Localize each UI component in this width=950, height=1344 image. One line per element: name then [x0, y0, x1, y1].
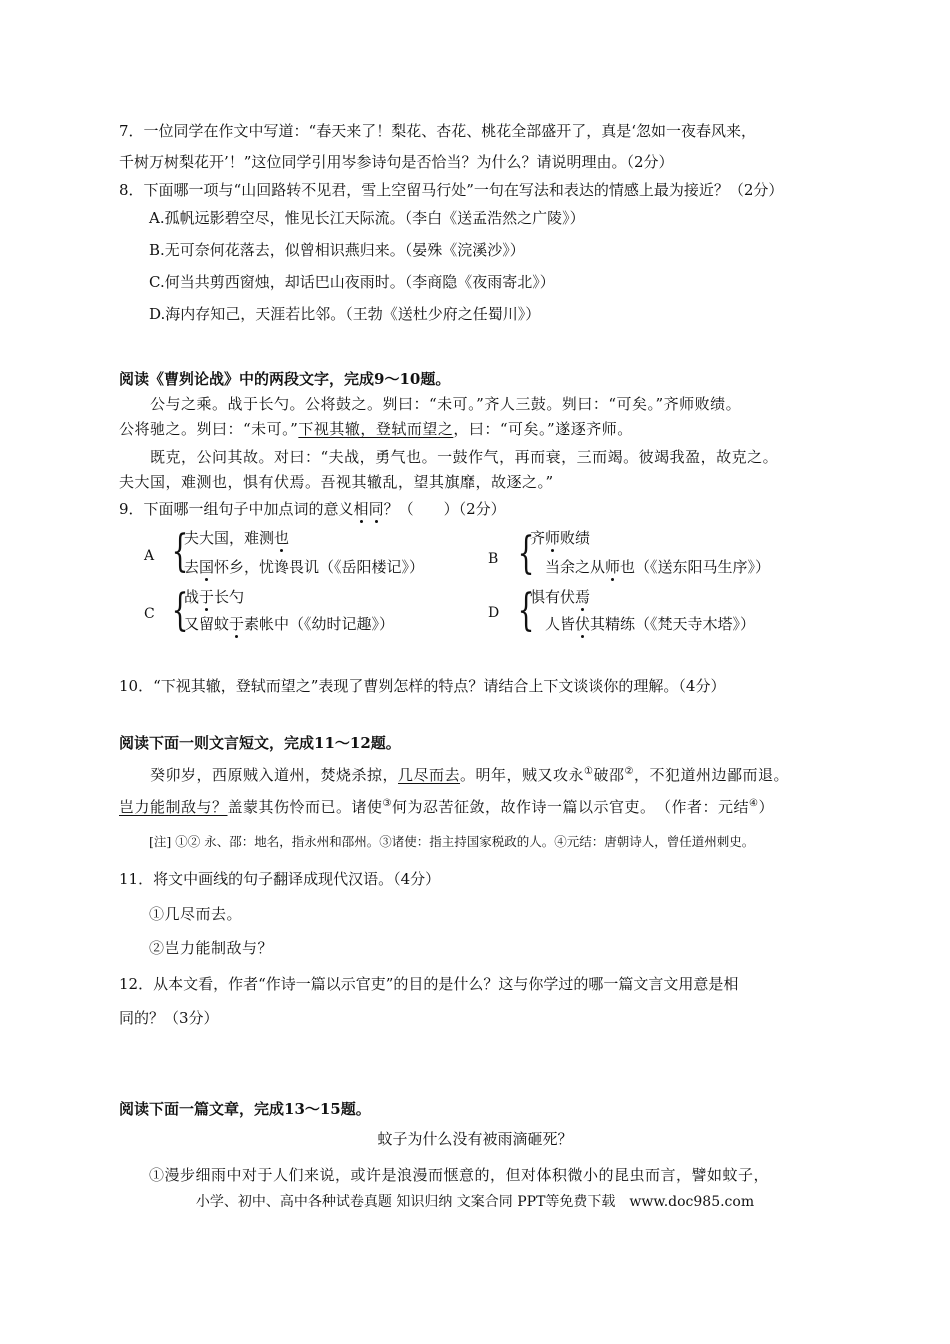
q8-stem: 8．下面哪一项与“山回路转不见君，雪上空留马行处”一句在写法和表达的情感上最为接近？（2分）	[119, 181, 784, 199]
page-footer: 小学、初中、高中各种试卷真题 知识归纳 文案合同 PPT等免费下载 www.doc985.com	[195, 1194, 755, 1210]
q7-line-2: 千树万树梨花开’！”这位同学引用岑参诗句是否恰当？为什么？请说明理由。（2分）	[119, 153, 674, 171]
q8-option-c: C.何当共剪西窗烛，却话巴山夜雨时。（李商隐《夜雨寄北》）	[149, 273, 555, 291]
article-paragraph-1: ①漫步细雨中对于人们来说，或许是浪漫而惬意的，但对体积微小的昆虫而言，譬如蚊子，	[149, 1166, 770, 1184]
q9-b-line-1: 齐师败绩	[530, 529, 591, 547]
underlined-phrase-2: 岂力能制敌与？	[119, 798, 228, 816]
brace-a: {	[171, 526, 189, 577]
q9-d-line-2: 人皆伏其精练（《梵天寺木塔》）	[545, 615, 756, 633]
q9-a-line-2: 去国怀乡，忧谗畏讥（《岳阳楼记》）	[184, 558, 425, 576]
q12-line-2: 同的？（3分）	[119, 1009, 219, 1027]
section-heading-2: 阅读下面一则文言短文，完成11～12题。	[119, 734, 401, 752]
q9-label-d: D	[488, 605, 500, 621]
underlined-phrase-1: 几尽而去	[398, 766, 461, 784]
passage-2-line-2: 夫大国，难测也，惧有伏焉。吾视其辙乱，望其旗靡，故逐之。”	[119, 473, 554, 491]
section-heading-3: 阅读下面一篇文章，完成13～15题。	[119, 1100, 371, 1118]
section-heading-1: 阅读《曹刿论战》中的两段文字，完成9～10题。	[119, 370, 451, 388]
q10-stem: 10．“下视其辙，登轼而望之”表现了曹刿怎样的特点？请结合上下文谈谈你的理解。（4分）	[119, 677, 726, 695]
q9-stem: 9．下面哪一组句子中加点词的意义相同？（ ）（2分）	[119, 500, 506, 518]
q9-c-line-2: 又留蚊于素帐中（《幼时记趣》）	[184, 615, 395, 633]
q9-c-line-1: 战于长勺	[184, 588, 245, 606]
passage-3-line-2: 岂力能制敌与？盖蒙其伤怜而已。诸使③何为忍苦征敛，故作诗一篇以示官吏。 （作者：元结④）	[119, 798, 774, 816]
q9-label-b: B	[488, 551, 499, 567]
brace-b: {	[517, 528, 535, 579]
q9-d-line-1: 惧有伏焉	[530, 588, 591, 606]
passage-2-line-1: 既克，公问其故。对曰：“夫战，勇气也。一鼓作气，再而衰，三而竭。彼竭我盈，故克之。	[150, 448, 779, 466]
brace-d: {	[517, 585, 535, 636]
q9-b-line-2: 当余之从师也（《送东阳马生序》）	[545, 558, 771, 576]
passage-3-line-1: 癸卯岁，西原贼入道州，焚烧杀掠，几尽而去。明年，贼又攻永①破邵②，不犯道州边鄙而退。	[150, 766, 790, 784]
q11-stem: 11．将文中画线的句子翻译成现代汉语。（4分）	[119, 870, 441, 888]
underlined-sentence: 下视其辙，登轼而望之	[298, 420, 454, 438]
q9-label-a: A	[144, 548, 155, 564]
passage-1-line-2: 公将驰之。刿曰：“未可。”下视其辙，登轼而望之，曰：“可矣。”遂逐齐师。	[119, 420, 633, 438]
passage-1-line-1: 公与之乘。战于长勺。公将鼓之。刿曰：“未可。”齐人三鼓。刿曰：“可矣。”齐师败绩。	[150, 395, 742, 413]
annotation-note: [注] ①② 永、邵：地名，指永州和邵州。③诸使：指主持国家税政的人。④元结：唐朝诗人，曾任道州刺史。	[149, 834, 755, 849]
q11-item-2: ②岂力能制敌与？	[149, 939, 274, 957]
brace-c: {	[171, 585, 189, 636]
q7-line-1: 7．一位同学在作文中写道：“春天来了！梨花、杏花、桃花全部盛开了，真是‘忽如一夜春风来，	[119, 122, 756, 140]
q8-option-a: A.孤帆远影碧空尽，惟见长江天际流。（李白《送孟浩然之广陵》）	[149, 209, 585, 227]
q12-line-1: 12．从本文看，作者“作诗一篇以示官吏”的目的是什么？这与你学过的哪一篇文言文用意是相	[119, 975, 739, 993]
q11-item-1: ①几尽而去。	[149, 905, 243, 923]
q9-a-line-1: 夫大国，难测也	[184, 529, 290, 547]
q9-label-c: C	[144, 606, 155, 622]
article-title: 蚊子为什么没有被雨滴砸死？	[377, 1130, 573, 1148]
q8-option-d: D.海内存知己，天涯若比邻。（王勃《送杜少府之任蜀川》）	[149, 305, 541, 323]
q8-option-b: B.无可奈何花落去，似曾相识燕归来。（晏殊《浣溪沙》）	[149, 241, 525, 259]
